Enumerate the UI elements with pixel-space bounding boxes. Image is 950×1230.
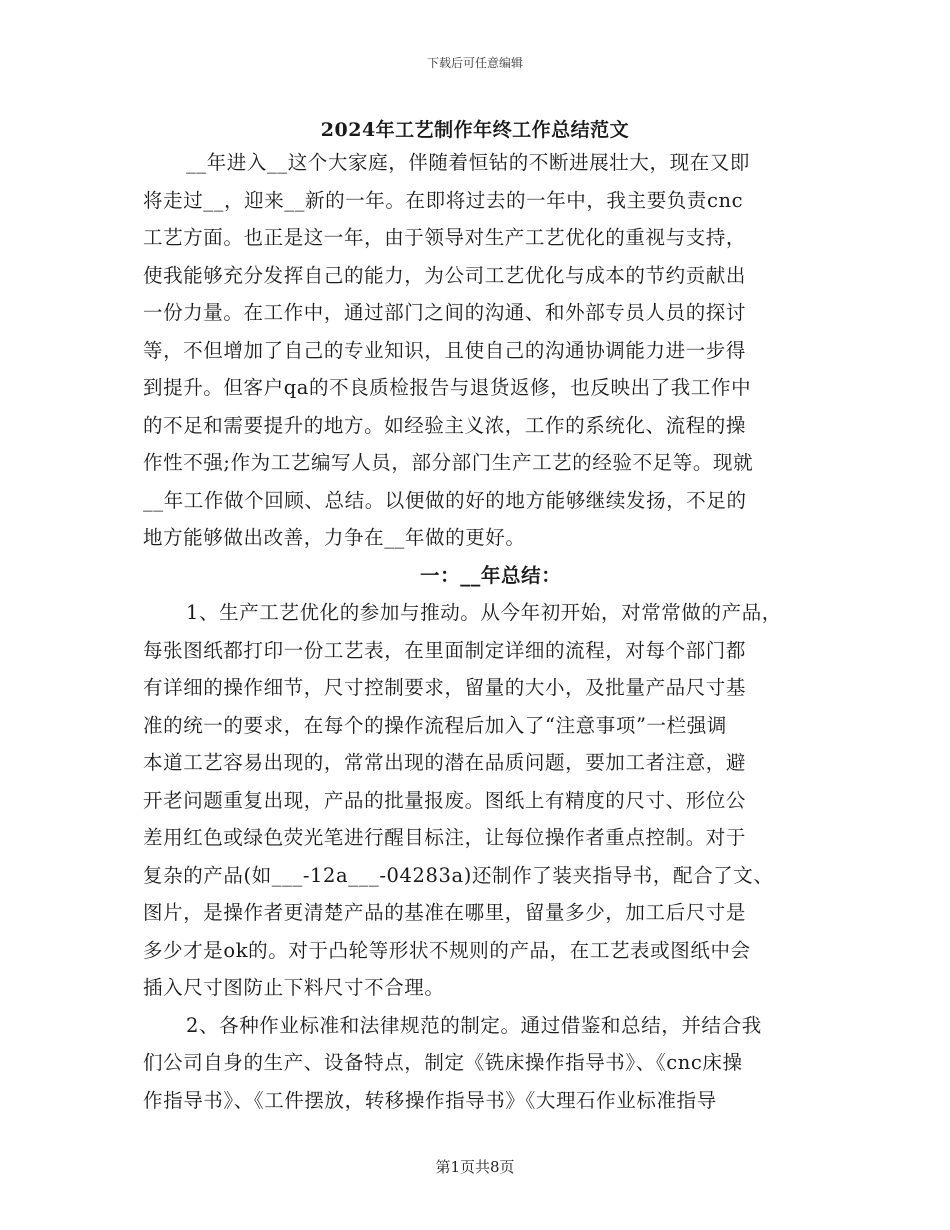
body-line: 多少才是ok的。对于凸轮等形状不规则的产品，在工艺表或图纸中会 bbox=[143, 939, 751, 962]
body-line: 将走过__，迎来__新的一年。在即将过去的一年中，我主要负责cnc bbox=[143, 189, 744, 212]
body-line: 工艺方面。也正是这一年，由于领导对生产工艺优化的重视与支持， bbox=[143, 226, 747, 249]
body-line: 到提升。但客户qa的不良质检报告与退货返修，也反映出了我工作中 bbox=[143, 376, 752, 399]
section-heading: 一：__年总结： bbox=[420, 564, 562, 587]
document-title: 2024年工艺制作年终工作总结范文 bbox=[320, 119, 630, 141]
body-line: 作指导书》、《工件摆放，转移操作指导书》《大理石作业标准指导 bbox=[143, 1089, 717, 1112]
body-line: 图片，是操作者更清楚产品的基准在哪里，留量多少，加工后尺寸是 bbox=[143, 901, 747, 924]
body-line: 差用红色或绿色荧光笔进行醒目标注，让每位操作者重点控制。对于 bbox=[143, 826, 747, 849]
body-line: __年工作做个回顾、总结。以便做的好的地方能够继续发扬，不足的 bbox=[143, 489, 747, 512]
body-line: 有详细的操作细节，尺寸控制要求，留量的大小，及批量产品尺寸基 bbox=[143, 676, 747, 699]
body-line: 本道工艺容易出现的，常常出现的潜在品质问题，要加工者注意，避 bbox=[143, 751, 747, 774]
body-line: 1、生产工艺优化的参加与推动。从今年初开始，对常常做的产品， bbox=[186, 601, 782, 624]
body-line: 准的统一的要求，在每个的操作流程后加入了“注意事项”一栏强调 bbox=[143, 714, 727, 737]
body-line: 一份力量。在工作中，通过部门之间的沟通、和外部专员人员的探讨 bbox=[143, 301, 747, 324]
body-line: 使我能够充分发挥自己的能力，为公司工艺优化与成本的节约贡献出 bbox=[143, 264, 747, 287]
body-line: __年进入__这个大家庭，伴随着恒钻的不断进展壮大，现在又即 bbox=[186, 151, 751, 174]
body-line: 们公司自身的生产、设备特点，制定《铣床操作指导书》、《cnc床操 bbox=[143, 1051, 743, 1074]
body-line: 作性不强;作为工艺编写人员，部分部门生产工艺的经验不足等。现就 bbox=[143, 451, 754, 474]
body-line: 复杂的产品(如___-12a___-04283a)还制作了装夹指导书，配合了文、 bbox=[143, 864, 774, 887]
body-line: 开老问题重复出现，产品的批量报废。图纸上有精度的尺寸、形位公 bbox=[143, 789, 747, 812]
body-line: 的不足和需要提升的地方。如经验主义浓，工作的系统化、流程的操 bbox=[143, 414, 747, 437]
body-line: 地方能够做出改善，力争在__年做的更好。 bbox=[143, 526, 526, 549]
body-line: 等，不但增加了自己的专业知识，且使自己的沟通协调能力进一步得 bbox=[143, 339, 747, 362]
body-line: 每张图纸都打印一份工艺表，在里面制定详细的流程，对每个部门都 bbox=[143, 639, 747, 662]
body-line: 2、各种作业标准和法律规范的制定。通过借鉴和总结，并结合我 bbox=[186, 1014, 762, 1037]
page-footer: 第1页共8页 bbox=[435, 1158, 515, 1176]
page-header: 下载后可任意编辑 bbox=[426, 56, 523, 70]
body-line: 插入尺寸图防止下料尺寸不合理。 bbox=[143, 976, 445, 999]
